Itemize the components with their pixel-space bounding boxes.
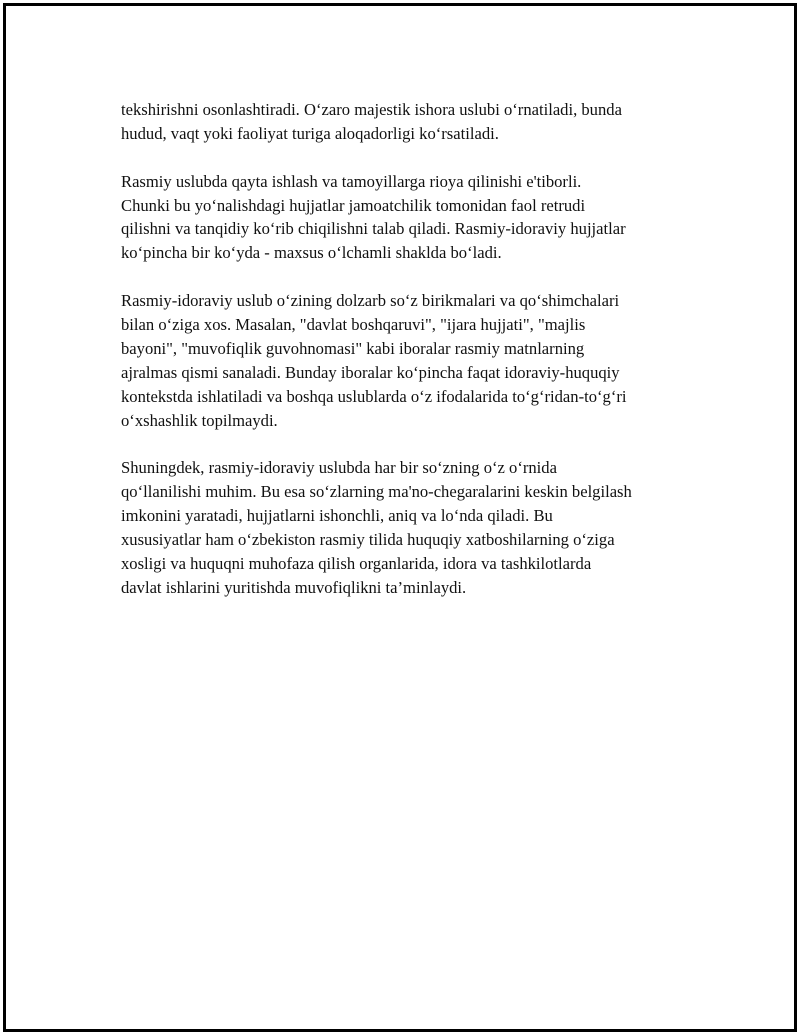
text-line: hudud, vaqt yoki faoliyat turiga aloqadorligi ko‘rsatiladi.	[121, 123, 499, 143]
paragraph-1	[121, 98, 701, 146]
text-line: Chunki bu yo‘nalishdagi hujjatlar jamoatchilik tomonidan faol retrudi	[121, 195, 586, 215]
text-line: Shuningdek, rasmiy-idoraviy uslubda har bir so‘zning o‘z o‘rnida	[121, 458, 557, 478]
text-line: ko‘pincha bir ko‘yda - maxsus o‘lchamli shaklda bo‘ladi.	[121, 243, 502, 263]
text-line: bilan o‘ziga xos. Masalan, "davlat boshqaruvi", "ijara hujjati", "majlis	[121, 315, 586, 335]
document-page	[3, 3, 797, 1032]
text-line: tekshirishni osonlashtiradi. O‘zaro majestik ishora uslubi o‘rnatiladi, bunda	[121, 100, 622, 119]
paragraph-3	[121, 289, 701, 432]
text-line: Rasmiy uslubda qayta ishlash va tamoyillarga rioya qilinishi e'tiborli.	[121, 171, 582, 191]
text-line: imkonini yaratadi, hujjatlarni ishonchli, aniq va lo‘nda qiladi. Bu	[121, 506, 553, 526]
text-line: bayoni", "muvofiqlik guvohnomasi" kabi iboralar rasmiy matnlarning	[121, 338, 585, 358]
document-body	[121, 98, 701, 624]
text-line: qo‘llanilishi muhim. Bu esa so‘zlarning ma'no-chegaralarini keskin belgilash	[121, 482, 632, 502]
text-line: xususiyatlar ham o‘zbekiston rasmiy tilida huquqiy xatboshilarning o‘ziga	[121, 530, 615, 550]
text-line: o‘xshashlik topilmaydi.	[121, 410, 278, 430]
text-line: xosligi va huquqni muhofaza qilish organlarida, idora va tashkilotlarda	[121, 553, 592, 573]
text-line: qilishni va tanqidiy ko‘rib chiqilishni talab qiladi. Rasmiy-idoraviy hujjatlar	[121, 219, 626, 239]
text-line: ajralmas qismi sanaladi. Bunday iboralar ko‘pincha faqat idoraviy-huquqiy	[121, 362, 620, 382]
text-line: Rasmiy-idoraviy uslub o‘zining dolzarb so‘z birikmalari va qo‘shimchalari	[121, 291, 620, 311]
paragraph-4	[121, 456, 701, 599]
text-line: kontekstda ishlatiladi va boshqa uslublarda o‘z ifodalarida to‘g‘ridan-to‘g‘ri	[121, 386, 627, 406]
text-line: davlat ishlarini yuritishda muvofiqlikni ta’minlaydi.	[121, 577, 467, 597]
paragraph-2	[121, 170, 701, 266]
